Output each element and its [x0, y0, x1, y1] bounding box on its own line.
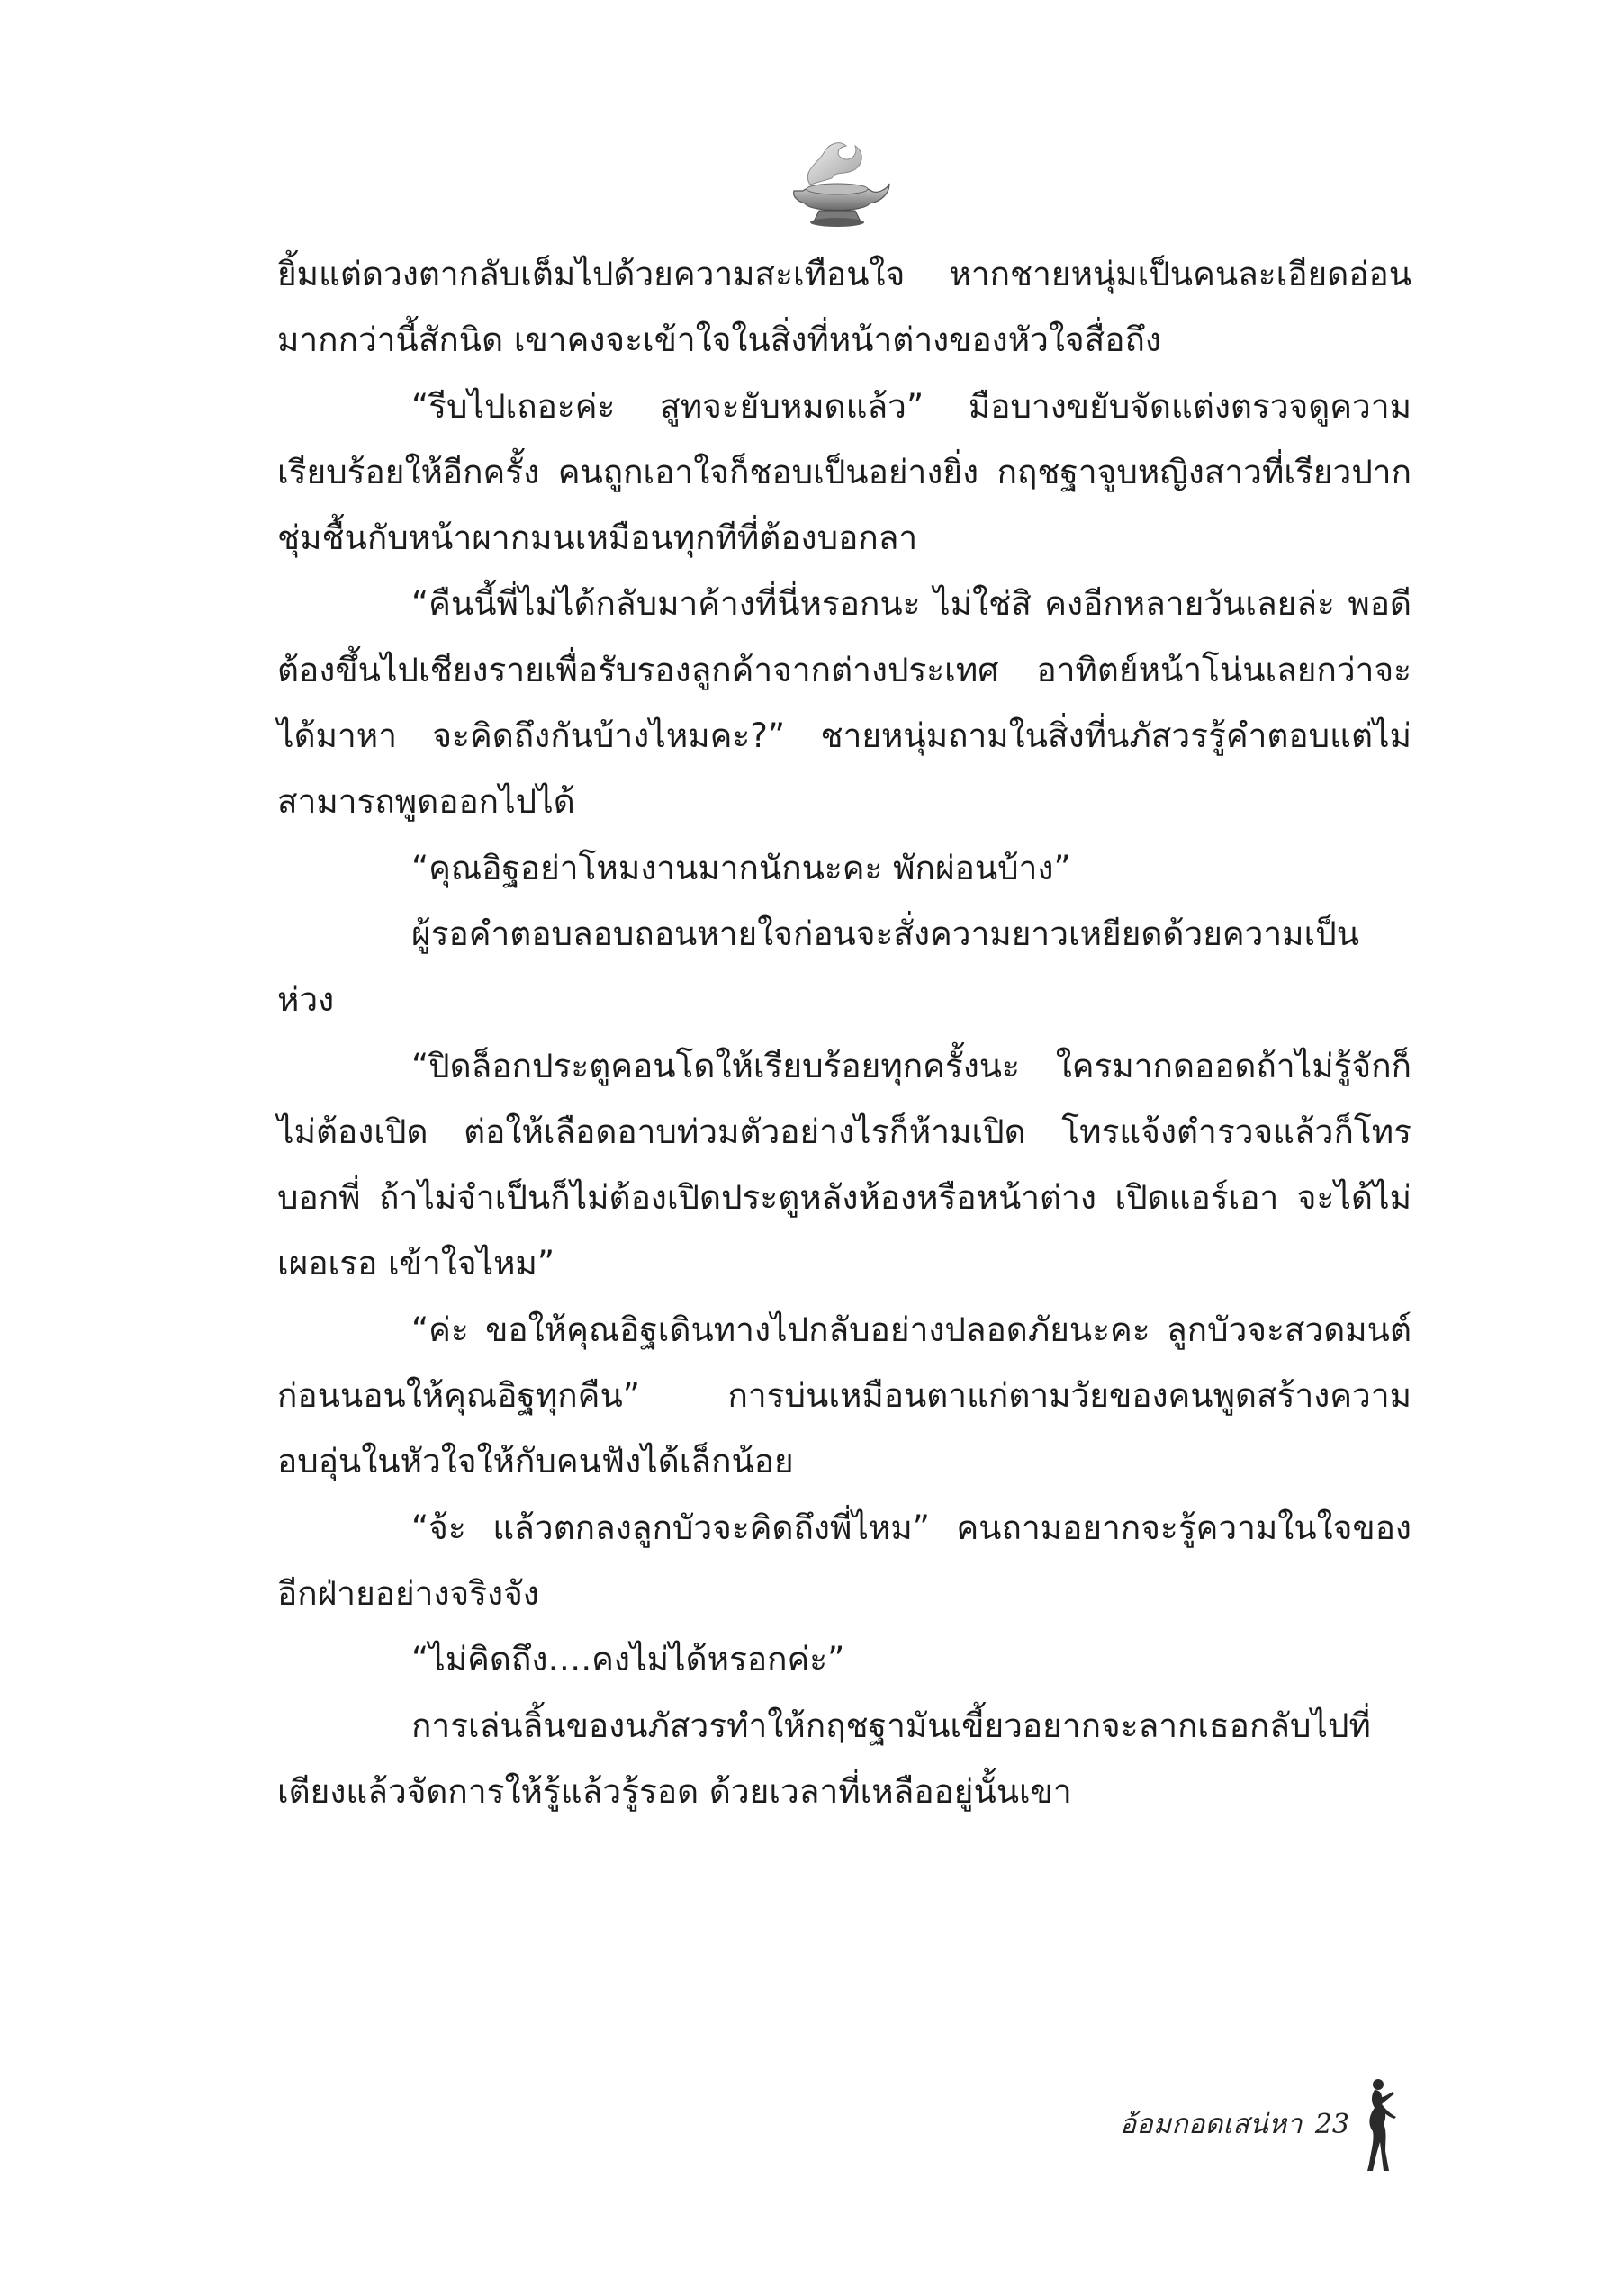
paragraph: “คุณอิฐอย่าโหมงานมากนักนะคะ พักผ่อนบ้าง” [411, 848, 1071, 887]
oil-lamp-icon [783, 135, 891, 234]
paragraph: “รีบไปเถอะค่ะ สูทจะยับหมดแล้ว” มือบางขยับจัดแต่งตรวจดูความเรียบร้อยให้อีกครั้ง คนถูกเอาใจก็ชอบเป็นอย่างยิ่ง กฤชฐาจูบหญิงสาวที่เรียวปากชุ่มชื้นกับหน้าผากมนเหมือนทุกทีที่ต้องบอกลา [277, 386, 1411, 558]
paragraph: “จ้ะ แล้วตกลงลูกบัวจะคิดถึงพี่ไหม” คนถามอยากจะรู้ความในใจของอีกฝ่ายอย่างจริงจัง [277, 1508, 1411, 1613]
paragraph: การเล่นลิ้นของนภัสวรทำให้กฤชฐามันเขี้ยวอยากจะลากเธอกลับไปที่เตียงแล้วจัดการให้รู้แล้วรู้รอด ด้วยเวลาที่เหลืออยู่นั้นเขา [277, 1706, 1371, 1811]
paragraph: “คืนนี้พี่ไม่ได้กลับมาค้างที่นี่หรอกนะ ไม่ใช่สิ คงอีกหลายวันเลยล่ะ พอดีต้องขึ้นไปเชียงรายเพื่อรับรองลูกค้าจากต่างประเทศ อาทิตย์หน้าโน่นเลยกว่าจะได้มาหา จะคิดถึงกันบ้างไหมคะ?” ชายหนุ่มถามในสิ่งที่นภัสวรรู้คำตอบแต่ไม่สามารถพูดออกไปได้ [277, 584, 1411, 822]
body-text [277, 241, 1411, 1824]
paragraph: “ปิดล็อกประตูคอนโดให้เรียบร้อยทุกครั้งนะ ใครมากดออดถ้าไม่รู้จักก็ไม่ต้องเปิด ต่อให้เลือดอาบท่วมตัวอย่างไรก็ห้ามเปิด โทรแจ้งตำรวจแล้วก็โทรบอกพี่ ถ้าไม่จำเป็นก็ไม่ต้องเปิดประตูหลังห้องหรือหน้าต่าง เปิดแอร์เอา จะได้ไม่เผอเรอ เข้าใจไหม” [277, 1046, 1411, 1283]
paragraph: “ไม่คิดถึง….คงไม่ได้หรอกค่ะ” [411, 1640, 845, 1679]
running-title: อ้อมกอดเสน่หา [1120, 2108, 1303, 2140]
paragraph: “ค่ะ ขอให้คุณอิฐเดินทางไปกลับอย่างปลอดภัยนะคะ ลูกบัวจะสวดมนต์ก่อนนอนให้คุณอิฐทุกคืน” การบ่นเหมือนตาแก่ตามวัยของคนพูดสร้างความอบอุ่นในหัวใจให้กับคนฟังได้เล็กน้อย [277, 1310, 1411, 1481]
page-number: 23 [1314, 2108, 1349, 2140]
page-footer [1120, 2075, 1398, 2174]
paragraph: ผู้รอคำตอบลอบถอนหายใจก่อนจะสั่งความยาวเหยียดด้วยความเป็นห่วง [277, 914, 1360, 1020]
paragraph: ยิ้มแต่ดวงตากลับเต็มไปด้วยความสะเทือนใจ หากชายหนุ่มเป็นคนละเอียดอ่อนมากกว่านี้สักนิด เขาคงจะเข้าใจในสิ่งที่หน้าต่างของหัวใจสื่อถึง [277, 255, 1411, 360]
woman-silhouette-icon [1355, 2075, 1398, 2173]
